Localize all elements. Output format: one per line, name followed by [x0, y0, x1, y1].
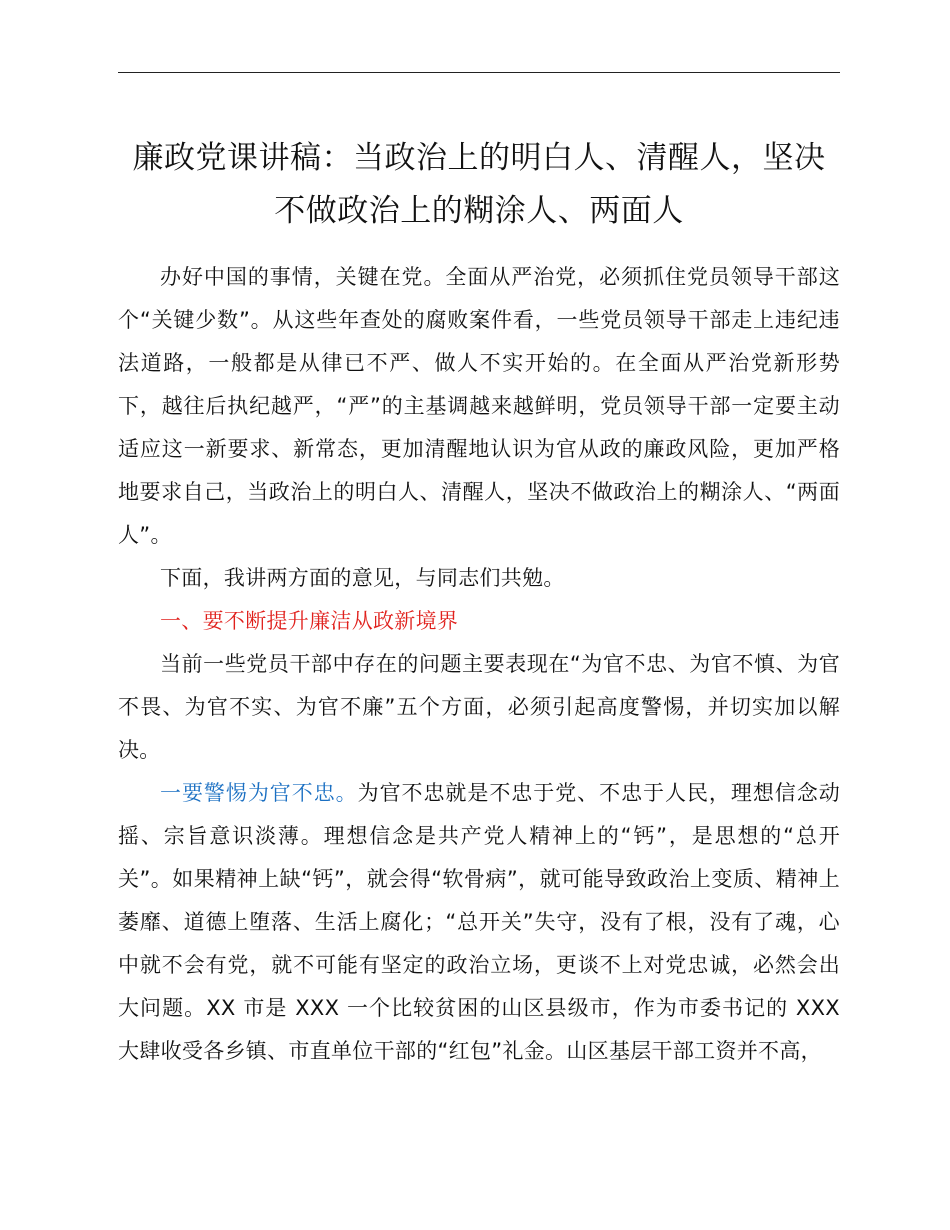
paragraph-lead-phrase: 一要警惕为官不忠。	[160, 781, 358, 805]
paragraph-loyalty	[118, 772, 840, 1073]
document-body	[118, 256, 840, 1073]
section-heading: 一、要不断提升廉洁从政新境界	[160, 609, 459, 633]
document-title: 廉政党课讲稿：当政治上的明白人、清醒人，坚决不做政治上的糊涂人、两面人	[132, 140, 826, 229]
header-rule	[118, 72, 840, 73]
paragraph-loyalty-text: 为官不忠就是不忠于党、不忠于人民，理想信念动摇、宗旨意识淡薄。理想信念是共产党人精神上的“钙”，是思想的“总开关”。如果精神上缺“钙”，就会得“软骨病”，就可能导致政治上变质、精神上萎靡、道德上堕落、生活上腐化；“总开关”失守，没有了根，没有了魂，心中就不会有党，就不可能有坚定的政治立场，更谈不上对党忠诚，必然会出大问题。XX 市是 XXX 一个比较贫困的山区县级市，作为市委书记的 XXX 大肆收受各乡镇、市直单位干部的“红包”礼金。山区基层干部工资并不高，	[118, 781, 840, 1063]
paragraph-problems: 当前一些党员干部中存在的问题主要表现在“为官不忠、为官不慎、为官不畏、为官不实、为官不廉”五个方面，必须引起高度警惕，并切实加以解决。	[118, 652, 840, 762]
paragraph-intro: 办好中国的事情，关键在党。全面从严治党，必须抓住党员领导干部这个“关键少数”。从这些年查处的腐败案件看，一些党员领导干部走上违纪违法道路，一般都是从律已不严、做人不实开始的。在全面从严治党新形势下，越往后执纪越严，“严”的主基调越来越鲜明，党员领导干部一定要主动适应这一新要求、新常态，更加清醒地认识为官从政的廉政风险，更加严格地要求自己，当政治上的明白人、清醒人，坚决不做政治上的糊涂人、“两面人”。	[118, 265, 840, 547]
paragraph-preface: 下面，我讲两方面的意见，与同志们共勉。	[160, 566, 565, 590]
